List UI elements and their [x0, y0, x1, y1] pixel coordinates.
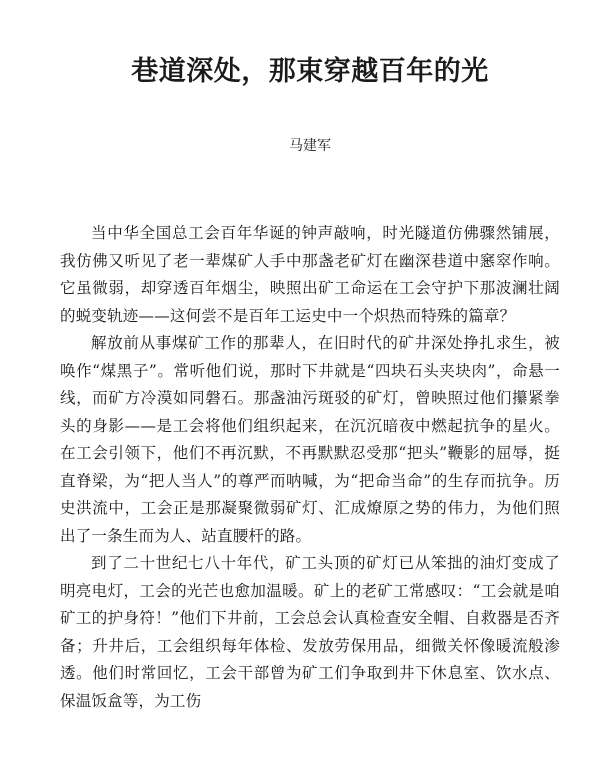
- article-author: 马建军: [289, 138, 331, 154]
- paragraph: 当中华全国总工会百年华诞的钟声敲响，时光隧道仿佛骤然铺展，我仿佛又听见了老一辈煤矿人手中那盏老矿灯在幽深巷道中窸窣作响。它虽微弱，却穿透百年烟尘，映照出矿工命运在工会守护下那波澜壮阔的蜕变轨迹——这何尝不是百年工运史中一个炽热而特殊的篇章？: [60, 224, 560, 325]
- article-title: 巷道深处，那束穿越百年的光: [131, 56, 489, 87]
- paragraph: 解放前从事煤矿工作的那辈人，在旧时代的矿井深处挣扎求生，被唤作“煤黑子”。常听他们说，那时下井就是“四块石头夹块肉”，命悬一线，而矿方冷漠如同磐石。那盏油污斑驳的矿灯，曾映照过他们攥紧拳头的身影——是工会将他们组织起来，在沉沉暗夜中燃起抗争的星火。在工会引领下，他们不再沉默，不再默默忍受那“把头”鞭影的屈辱，挺直脊梁，为“把人当人”的尊严而呐喊，为“把命当命”的生存而抗争。历史洪流中，工会正是那凝聚微弱矿灯、汇成燎原之势的伟力，为他们照出了一条生而为人、站直腰杆的路。: [60, 334, 560, 545]
- article-body: [60, 220, 560, 715]
- paragraph: 到了二十世纪七八十年代，矿工头顶的矿灯已从笨拙的油灯变成了明亮电灯，工会的光芒也愈加温暖。矿上的老矿工常感叹：“工会就是咱矿工的护身符！”他们下井前，工会总会认真检查安全帽、自救器是否齐备；升井后，工会组织每年体检、发放劳保用品，细微关怀像暖流般渗透。他们时常回忆，工会干部曾为矿工们争取到井下休息室、饮水点、保温饭盒等，为工伤: [60, 554, 560, 710]
